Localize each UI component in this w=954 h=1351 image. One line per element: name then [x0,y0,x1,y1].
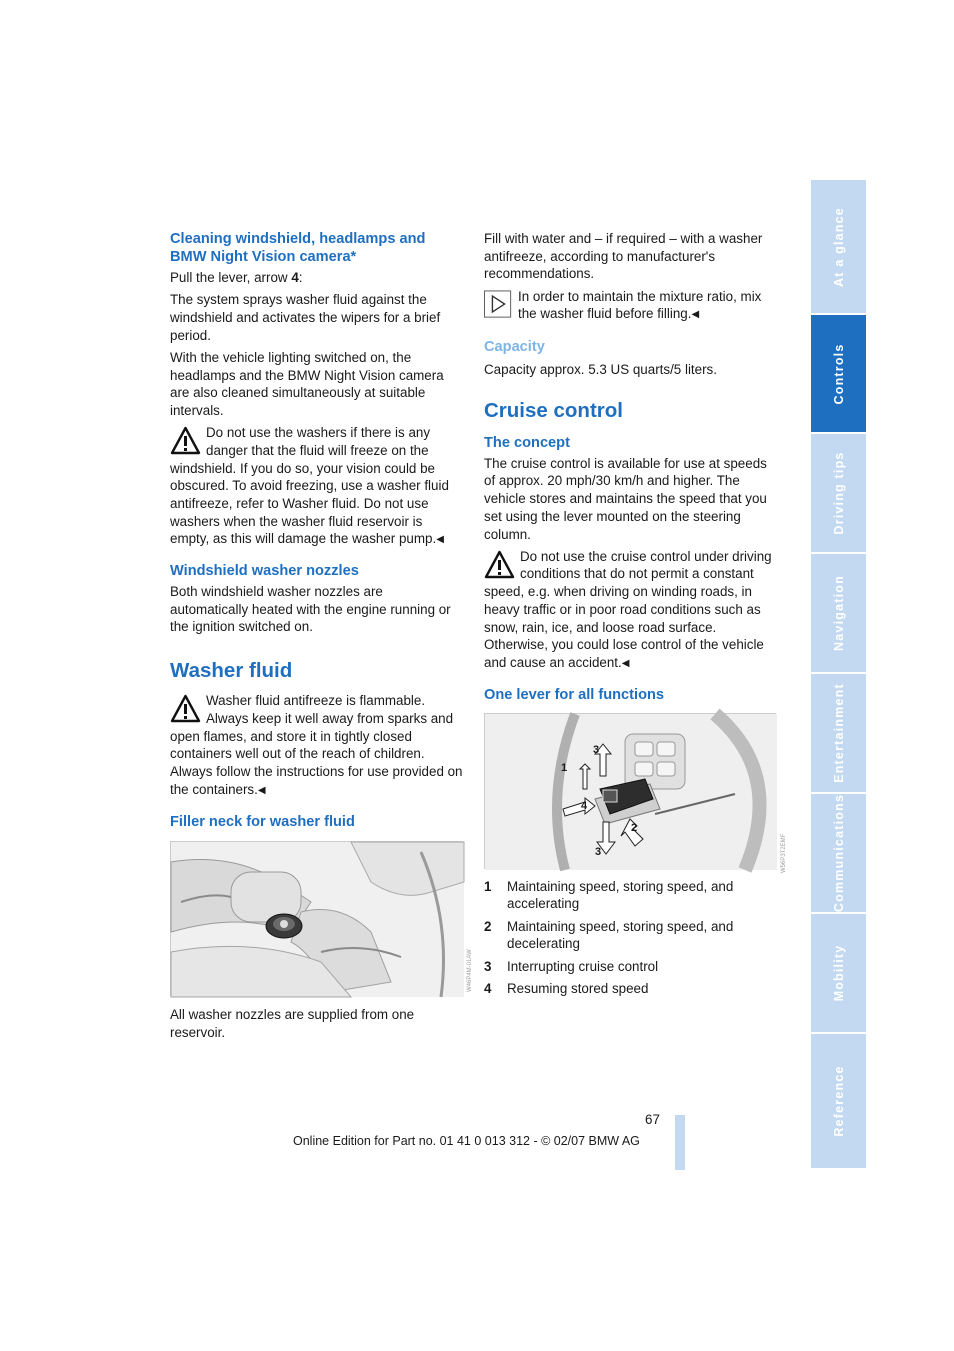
list-item: 4 Resuming stored speed [484,980,649,996]
heading-washer-fluid: Washer fluid [170,659,293,683]
tab-at-a-glance[interactable]: At a glance [811,180,866,313]
lighting-text: With the vehicle lighting switched on, the headlamps and the BMW Night Vision camera are also cleaned simultaneously at suitable intervals. [170,349,444,418]
tab-communications[interactable]: Communications [811,794,866,912]
tab-mobility[interactable]: Mobility [811,914,866,1032]
edition-footer: Online Edition for Part no. 01 41 0 013 312 - © 02/07 BMW AG [293,1134,640,1148]
chapter-sidebar [811,180,866,1168]
cruise-lever-illustration [485,714,777,870]
nozzles-text: Both windshield washer nozzles are automatically heated with the engine running or the ignition switched on. [170,584,451,635]
tab-controls[interactable]: Controls [811,315,866,432]
freeze-warning: Do not use the washers if there is any danger that the fluid will freeze on the windshield. If you do so, your vision could be obscured. To avoid freezing, use a washer fluid antifreeze, refer to Washer fluid. Do not use washers when the washer fluid reservoir is empty, as this will damage the washer pump.◀ [170,425,449,547]
callout-1: 1 [561,761,568,774]
warning-icon [170,426,201,456]
right-column [484,228,787,1002]
heading-one-lever: One lever for all functions [484,686,665,703]
warning-icon [484,550,515,580]
heading-cruise-control: Cruise control [484,398,623,422]
page-number: 67 [645,1112,660,1127]
left-column [170,228,473,1046]
capacity-text: Capacity approx. 5.3 US quarts/5 liters. [484,362,717,378]
heading-capacity: Capacity [484,339,545,356]
figure-code: W46P4M-01AW [467,949,473,993]
tab-navigation[interactable]: Navigation [811,554,866,672]
fill-text: Fill with water and – if required – with a washer antifreeze, according to manufacturer's recommendations. [484,231,763,282]
heading-nozzles: Windshield washer nozzles [170,563,359,580]
cruise-lever-figure [484,713,776,869]
callout-4: 4 [581,799,588,812]
flammable-warning: Washer fluid antifreeze is flammable. Always keep it well away from sparks and open flames, and store it in tightly closed containers well out of the reach of children. Always follow the instructions for use provided on the containers.◀ [170,693,463,797]
reservoir-text: All washer nozzles are supplied from one reservoir. [170,1007,415,1041]
mixture-note: In order to maintain the mixture ratio, mix the washer fluid before filling.◀ [484,288,776,324]
concept-text: The cruise control is available for use at speeds of approx. 20 mph/30 km/h and higher. The vehicle stores and maintains the speed that you set using the lever mounted on the steering column. [484,455,767,542]
heading-cleaning: Cleaning windshield, headlamps and BMW Night Vision camera* [170,231,426,265]
list-item: 1 Maintaining speed, storing speed, and accelerating [484,878,734,912]
sprays-text: The system sprays washer fluid against the windshield and activates the wipers for a brief period. [170,292,441,343]
pull-lever-text: Pull the lever, arrow 4: [170,270,303,285]
cruise-warning: Do not use the cruise control under driving conditions that do not permit a constant speed, e.g. when driving on winding roads, in heavy traffic or in poor road conditions such as snow, rain, ice, and loose road surface. Otherwise, you could lose control of the vehicle and cause an accident.◀ [484,548,772,670]
lever-function-list [484,878,776,998]
warning-icon [170,694,201,724]
callout-3-top: 3 [593,743,600,756]
heading-concept: The concept [484,434,570,451]
tab-driving-tips[interactable]: Driving tips [811,434,866,552]
filler-neck-figure [170,841,473,996]
tab-entertainment[interactable]: Entertainment [811,674,866,792]
page-marker-bar [675,1115,685,1170]
callout-3-bottom: 3 [595,845,602,858]
callout-2: 2 [631,821,638,834]
list-item: 2 Maintaining speed, storing speed, and decelerating [484,918,734,952]
filler-neck-illustration [171,842,464,997]
play-note-icon [484,290,513,319]
heading-filler: Filler neck for washer fluid [170,814,355,831]
list-item: 3 Interrupting cruise control [484,958,659,974]
figure-code: W56P3T2EMF [781,833,787,873]
tab-reference[interactable]: Reference [811,1034,866,1168]
